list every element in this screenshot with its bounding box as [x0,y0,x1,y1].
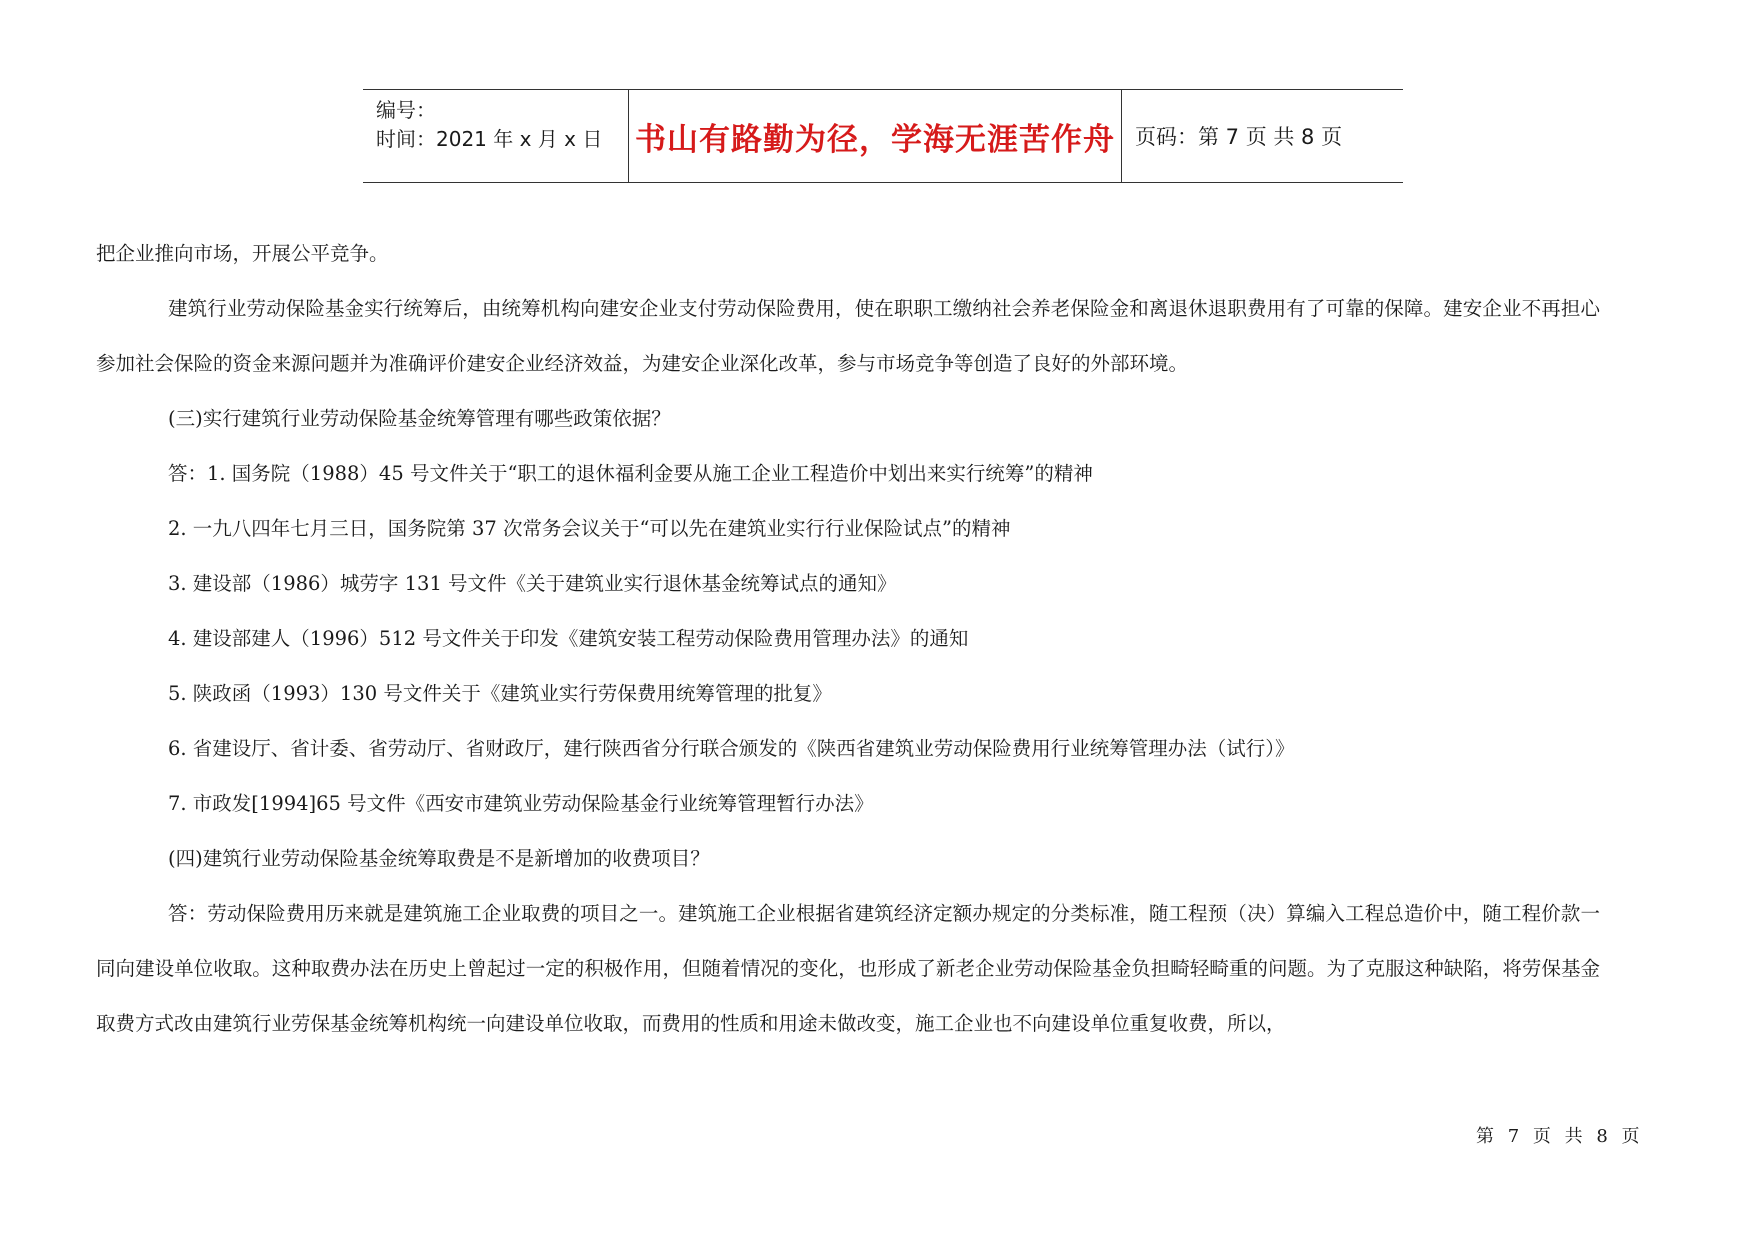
answer-item: 7. 市政发[1994]65 号文件《西安市建筑业劳动保险基金行业统筹管理暂行办法》 [168,792,874,815]
document-body [96,226,1600,1051]
answer-item: 答：1. 国务院（1988）45 号文件关于“职工的退休福利金要从施工企业工程造价中划出来实行统筹”的精神 [168,462,1093,485]
footer-page-number: 第 7 页 共 8 页 [1476,1126,1641,1147]
answer-item: 2. 一九八四年七月三日，国务院第 37 次常务会议关于“可以先在建筑业实行行业保险试点”的精神 [168,517,1011,540]
paragraph: 把企业推向市场，开展公平竞争。 [96,242,389,265]
paragraph: 建筑行业劳动保险基金实行统筹后，由统筹机构向建安企业支付劳动保险费用，使在职职工缴纳社会养老保险金和离退休退职费用有了可靠的保障。建安企业不再担心参加社会保险的资金来源问题并为准确评价建安企业经济效益，为建安企业深化改革，参与市场竞争等创造了良好的外部环境。 [96,297,1600,375]
answer-item: 6. 省建设厅、省计委、省劳动厅、省财政厅，建行陕西省分行联合颁发的《陕西省建筑业劳动保险费用行业统筹管理办法（试行）》 [168,737,1295,760]
answer-item: 5. 陕政函（1993）130 号文件关于《建筑业实行劳保费用统筹管理的批复》 [168,682,832,705]
section-question: (三)实行建筑行业劳动保险基金统筹管理有哪些政策依据？ [168,407,671,430]
header-page-code: 页码：第 7 页 共 8 页 [1135,125,1343,149]
document-number-label: 编号： [376,98,436,122]
document-header [363,89,1403,183]
document-date: 时间：2021 年 x 月 x 日 [376,127,603,151]
header-motto: 书山有路勤为径，学海无涯苦作舟 [629,90,1122,182]
answer-item: 3. 建设部（1986）城劳字 131 号文件《关于建筑业实行退休基金统筹试点的通知》 [168,572,897,595]
paragraph: 答：劳动保险费用历来就是建筑施工企业取费的项目之一。建筑施工企业根据省建筑经济定额办规定的分类标准，随工程预（决）算编入工程总造价中，随工程价款一同向建设单位收取。这种取费办法在历史上曾起过一定的积极作用，但随着情况的变化，也形成了新老企业劳动保险基金负担畸轻畸重的问题。为了克服这种缺陷，将劳保基金取费方式改由建筑行业劳保基金统筹机构统一向建设单位收取，而费用的性质和用途未做改变，施工企业也不向建设单位重复收费，所以， [96,902,1600,1035]
section-question: (四)建筑行业劳动保险基金统筹取费是不是新增加的收费项目？ [168,847,710,870]
header-meta [363,90,629,182]
answer-item: 4. 建设部建人（1996）512 号文件关于印发《建筑安装工程劳动保险费用管理办法》的通知 [168,627,969,650]
